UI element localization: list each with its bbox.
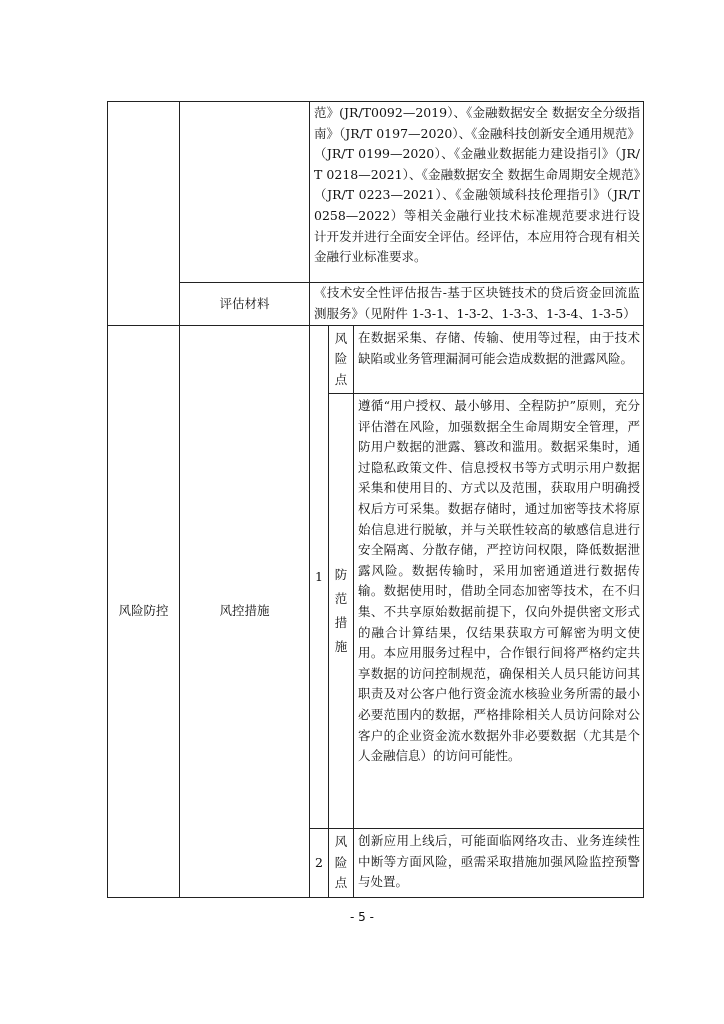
risk-category: 风险防控: [118, 603, 169, 619]
prevention-measures-label: [329, 394, 353, 828]
item-number: 1: [315, 568, 323, 584]
row-divider: [328, 393, 644, 394]
row-divider: [309, 828, 644, 829]
risk-subcategory: 风控措施: [219, 603, 270, 619]
page-number: - 5 -: [350, 910, 374, 924]
eval-material-label: 评估材料: [219, 295, 270, 311]
risk-point-text: 在数据采集、存储、传输、使用等过程，由于技术缺陷或业务管理漏洞可能会造成数据的泄露风险。: [358, 330, 640, 366]
content-table: [107, 101, 644, 898]
prevention-measures-label-text: 防范措施: [334, 567, 348, 654]
table-border-bottom: [107, 897, 644, 898]
standards-text: 范》(JR/T0092—2019）、《金融数据安全 数据安全分级指南》（JR/T 0197—2020）、《金融科技创新安全通用规范》（JR/T 0199—2020）、《金融业数据能力建设指引》（JR/T 0218—2021）、《金融数据安全 数据生命周期安全规范》（JR/T 0223—2021）、《金融领域科技伦理指引》（JR/T 0258—2022）等相关金融行业技术标准规范要求进行设计开发并进行全面安全评估。经评估，本应用符合现有相关金融行业标准要求。: [314, 105, 640, 265]
risk-point-label: [329, 829, 353, 897]
eval-material-text: 《技术安全性评估报告-基于区块链技术的贷后资金回流监测服务》（见附件 1-3-1、1-3-2、1-3-3、1-3-4、1-3-5）: [314, 285, 640, 321]
table-border-top: [107, 101, 644, 102]
risk-point-label: [329, 326, 353, 393]
item-number: 2: [315, 854, 323, 870]
table-border-right: [643, 101, 644, 898]
risk-point-label-text: 风险点: [334, 834, 348, 891]
risk-point-label-text: 风险点: [334, 330, 348, 387]
prevention-measures-text: 遵循“用户授权、最小够用、全程防护”原则，充分评估潜在风险，加强数据全生命周期安全管理，严防用户数据的泄露、篡改和滥用。数据采集时，通过隐私政策文件、信息授权书等方式明示用户数据采集和使用目的、方式以及范围，获取用户明确授权后方可采集。数据存储时，通过加密等技术将原始信息进行脱敏，并与关联性较高的敏感信息进行安全隔离、分散存储，严控访问权限，降低数据泄露风险。数据传输时，采用加密通道进行数据传输。数据使用时，借助全同态加密等技术，在不归集、不共享原始数据前提下，仅向外提供密文形式的融合计算结果，仅结果获取方可解密为明文使用。本应用服务过程中，合作银行间将严格约定共享数据的访问控制规范，确保相关人员只能访问其职责及对公客户他行资金流水核验业务所需的最小必要范围内的数据，严格排除相关人员访问除对公客户的企业资金流水数据外非必要数据（尤其是个人金融信息）的访问可能性。: [358, 398, 640, 764]
risk-point-text: 创新应用上线后，可能面临网络攻击、业务连续性中断等方面风险，亟需采取措施加强风险监控预警与处置。: [358, 833, 640, 890]
